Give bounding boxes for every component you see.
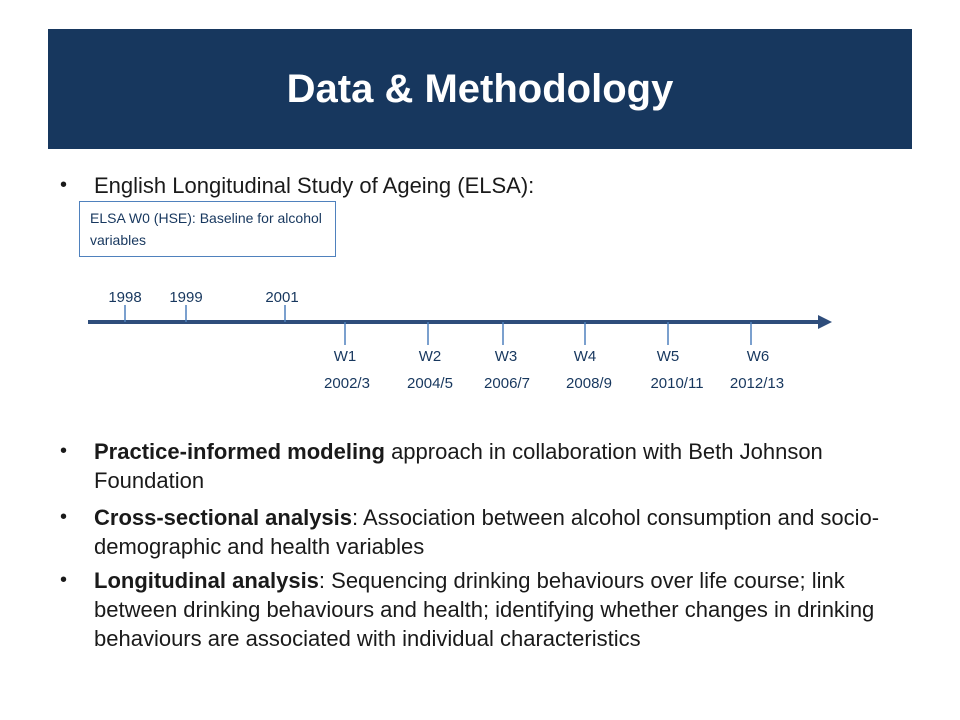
title-bar [48, 29, 912, 149]
year-label-2001: 2001 [265, 289, 299, 306]
bullet-dot: • [60, 174, 68, 196]
bullet-dot: • [60, 506, 68, 528]
bullet-practice-text [94, 437, 894, 495]
wave-label-w2: W2 [418, 348, 442, 365]
wave-label-w3: W3 [494, 348, 518, 365]
bullet-elsa-text: English Longitudinal Study of Ageing (ELSA): [94, 173, 535, 198]
elsa-w0-callout: ELSA W0 (HSE): Baseline for alcohol variables [79, 201, 336, 257]
wave-year-w4: 2008/9 [566, 375, 612, 392]
wave-year-w3: 2006/7 [484, 375, 530, 392]
wave-label-w1: W1 [333, 348, 357, 365]
wave-label-w5: W5 [656, 348, 680, 365]
wave-year-w5: 2010/11 [650, 375, 704, 392]
cross-rest: : Association between alcohol consumption and socio-demographic and health variables [94, 505, 880, 559]
wave-year-w1: 2002/3 [324, 375, 370, 392]
wave-year-w2: 2004/5 [407, 375, 453, 392]
year-label-1999: 1999 [169, 289, 203, 306]
bullet-dot: • [60, 440, 68, 462]
wave-year-w6: 2012/13 [729, 375, 785, 392]
bullet-cross-text [94, 503, 904, 561]
long-rest: : Sequencing drinking behaviours over life course; link between drinking behaviours and health; identifying whether changes in drinking behaviours are associated with individual characteristics [94, 568, 875, 651]
long-bold: Longitudinal analysis [94, 568, 319, 593]
page-title: Data & Methodology [286, 66, 674, 111]
wave-label-w6: W6 [746, 348, 770, 365]
bullet-long-text [94, 566, 894, 653]
year-label-1998: 1998 [108, 289, 142, 306]
cross-bold: Cross-sectional analysis [94, 505, 353, 530]
practice-rest: approach in collaboration with Beth Johnson Foundation [94, 439, 823, 493]
bullet-dot: • [60, 569, 68, 591]
wave-label-w4: W4 [573, 348, 597, 365]
timeline-arrowhead [818, 315, 832, 329]
practice-bold: Practice-informed modeling [94, 439, 385, 464]
